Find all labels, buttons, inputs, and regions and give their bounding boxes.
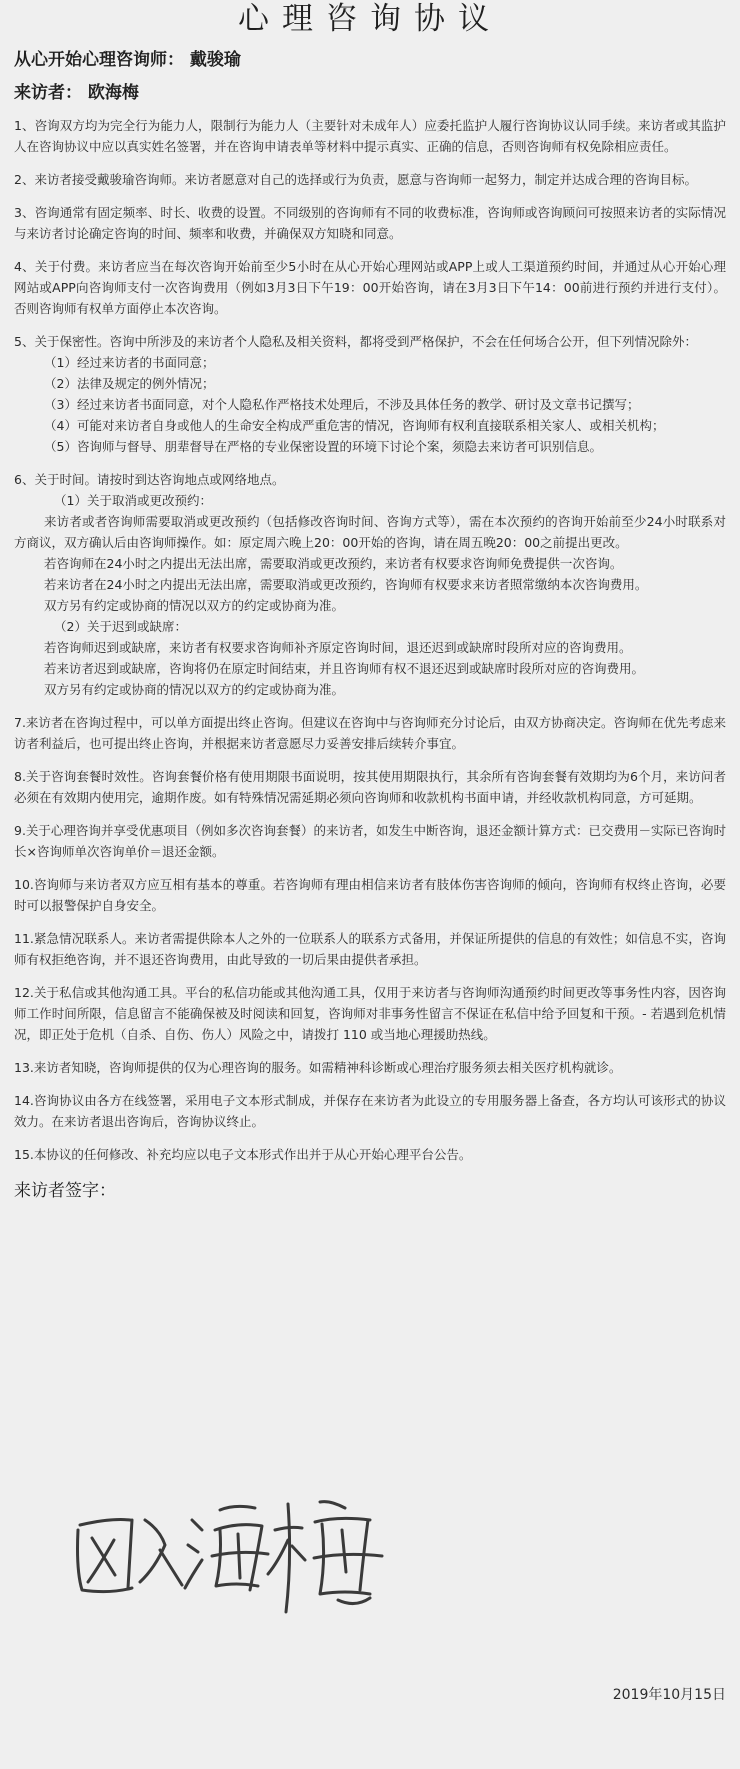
- clause-6-2-b: 若来访者迟到或缺席，咨询将仍在原定时间结束，并且咨询师有权不退还迟到或缺席时段所对应的咨询费用。: [44, 661, 645, 676]
- clause-6-2-a: 若咨询师迟到或缺席，来访者有权要求咨询师补齐原定咨询时间，退还迟到或缺席时段所对应的咨询费用。: [44, 640, 632, 655]
- clause-5-item-2: （2）法律及规定的例外情况；: [44, 376, 215, 391]
- clause-12: 12.关于私信或其他沟通工具。平台的私信功能或其他沟通工具，仅用于来访者与咨询师沟通预约时间更改等事务性内容，因咨询师工作时间所限，信息留言不能确保被及时阅读和回复，咨询师对非事务性留言不保证在私信中给予回复和干预。- 若遇到危机情况，即正处于危机（自杀、自伤、伤人）风险之中，请拨打 110 或当地心理援助热线。: [14, 985, 726, 1042]
- counselor-line: [14, 48, 726, 72]
- clause-4: 4、关于付费。来访者应当在每次咨询开始前至少5小时在从心开始心理网站或APP上或人工渠道预约时间，并通过从心开始心理网站或APP向咨询师支付一次咨询费用（例如3月3日下午19：00开始咨询，请在3月3日下午14：00前进行预约并进行支付）。否则咨询师有权单方面停止本次咨询。: [14, 259, 726, 316]
- clause-11: 11.紧急情况联系人。来访者需提供除本人之外的一位联系人的联系方式备用，并保证所提供的信息的有效性；如信息不实，咨询师有权拒绝咨询，并不退还咨询费用，由此导致的一切后果由提供者承担。: [14, 931, 726, 967]
- clause-5-item-4: （4）可能对来访者自身或他人的生命安全构成严重危害的情况，咨询师有权利直接联系相关家人、或相关机构；: [44, 418, 665, 433]
- client-line: [14, 81, 726, 105]
- clause-5-intro: 5、关于保密性。咨询中所涉及的来访者个人隐私及相关资料，都将受到严格保护，不会在任何场合公开，但下列情况除外：: [14, 334, 697, 349]
- clause-10: 10.咨询师与来访者双方应互相有基本的尊重。若咨询师有理由相信来访者有肢体伤害咨询师的倾向，咨询师有权终止咨询，必要时可以报警保护自身安全。: [14, 877, 726, 913]
- clause-6-1-c: 若来访者在24小时之内提出无法出席，需要取消或更改预约，咨询师有权要求来访者照常缴纳本次咨询费用。: [44, 577, 648, 592]
- signing-date: 2019年10月15日: [612, 1687, 726, 1703]
- clause-6-2-title: （2）关于迟到或缺席：: [54, 619, 187, 634]
- counselor-label: 从心开始心理咨询师：: [14, 50, 184, 70]
- clause-6-1-title: （1）关于取消或更改预约：: [54, 493, 212, 508]
- signature-label: 来访者签字：: [14, 1181, 116, 1201]
- clause-14: 14.咨询协议由各方在线签署，采用电子文本形式制成，并保存在来访者为此设立的专用服务器上备查，各方均认可该形式的协议效力。在来访者退出咨询后，咨询协议终止。: [14, 1093, 726, 1129]
- handwritten-signature: [70, 1490, 390, 1620]
- client-name: 欧海梅: [87, 83, 139, 103]
- clause-2: 2、来访者接受戴骏瑜咨询师。来访者愿意对自己的选择或行为负责，愿意与咨询师一起努力，制定并达成合理的咨询目标。: [14, 172, 697, 187]
- clause-3: 3、咨询通常有固定频率、时长、收费的设置。不同级别的咨询师有不同的收费标准，咨询师或咨询顾问可按照来访者的实际情况与来访者讨论确定咨询的时间、频率和收费，并确保双方知晓和同意。: [14, 205, 726, 241]
- clause-13: 13.来访者知晓，咨询师提供的仅为心理咨询的服务。如需精神科诊断或心理治疗服务须去相关医疗机构就诊。: [14, 1060, 622, 1075]
- client-label: 来访者：: [14, 83, 82, 103]
- clause-6-1-d: 双方另有约定或协商的情况以双方的约定或协商为准。: [44, 598, 345, 613]
- clause-5-item-3: （3）经过来访者书面同意，对个人隐私作严格技术处理后，不涉及具体任务的教学、研讨及文章书记撰写；: [44, 397, 640, 412]
- clause-8: 8.关于咨询套餐时效性。咨询套餐价格有使用期限书面说明，按其使用期限执行，其余所有咨询套餐有效期均为6个月，来访问者必须在有效期内使用完，逾期作废。如有特殊情况需延期必须向咨询师和收款机构书面申请，并经收款机构同意，方可延期。: [14, 769, 726, 805]
- clause-5-item-5: （5）咨询师与督导、朋辈督导在严格的专业保密设置的环境下讨论个案，须隐去来访者可识别信息。: [44, 439, 602, 454]
- counselor-name: 戴骏瑜: [189, 50, 241, 70]
- clause-9: 9.关于心理咨询并享受优惠项目（例如多次咨询套餐）的来访者，如发生中断咨询，退还金额计算方式：已交费用－实际已咨询时长×咨询师单次咨询单价＝退还金额。: [14, 823, 726, 859]
- clause-6-intro: 6、关于时间。请按时到达咨询地点或网络地点。: [14, 472, 285, 487]
- clause-6-2-c: 双方另有约定或协商的情况以双方的约定或协商为准。: [44, 682, 345, 697]
- clause-15: 15.本协议的任何修改、补充均应以电子文本形式作出并于从心开始心理平台公告。: [14, 1147, 472, 1162]
- document-title: 心理咨询协议: [238, 1, 502, 37]
- clauses-list: [14, 115, 726, 1165]
- clause-1: 1、咨询双方均为完全行为能力人，限制行为能力人（主要针对未成年人）应委托监护人履行咨询协议认同手续。来访者或其监护人在咨询协议中应以真实姓名签署，并在咨询申请表单等材料中提示真实、正确的信息，否则咨询师有权免除相应责任。: [14, 118, 726, 154]
- clause-6: [14, 469, 726, 700]
- clause-6-1-a: 来访者或者咨询师需要取消或更改预约（包括修改咨询时间、咨询方式等），需在本次预约的咨询开始前至少24小时联系对方商议，双方确认后由咨询师操作。如：原定周六晚上20：00开始的咨询，请在周五晚20：00之前提出更改。: [14, 514, 726, 550]
- clause-5-item-1: （1）经过来访者的书面同意；: [44, 355, 215, 370]
- clause-7: 7.来访者在咨询过程中，可以单方面提出终止咨询。但建议在咨询中与咨询师充分讨论后，由双方协商决定。咨询师在优先考虑来访者利益后，也可提出终止咨询，并根据来访者意愿尽力妥善安排后续转介事宜。: [14, 715, 726, 751]
- clause-5: [14, 331, 726, 457]
- clause-6-1-b: 若咨询师在24小时之内提出无法出席，需要取消或更改预约，来访者有权要求咨询师免费提供一次咨询。: [44, 556, 623, 571]
